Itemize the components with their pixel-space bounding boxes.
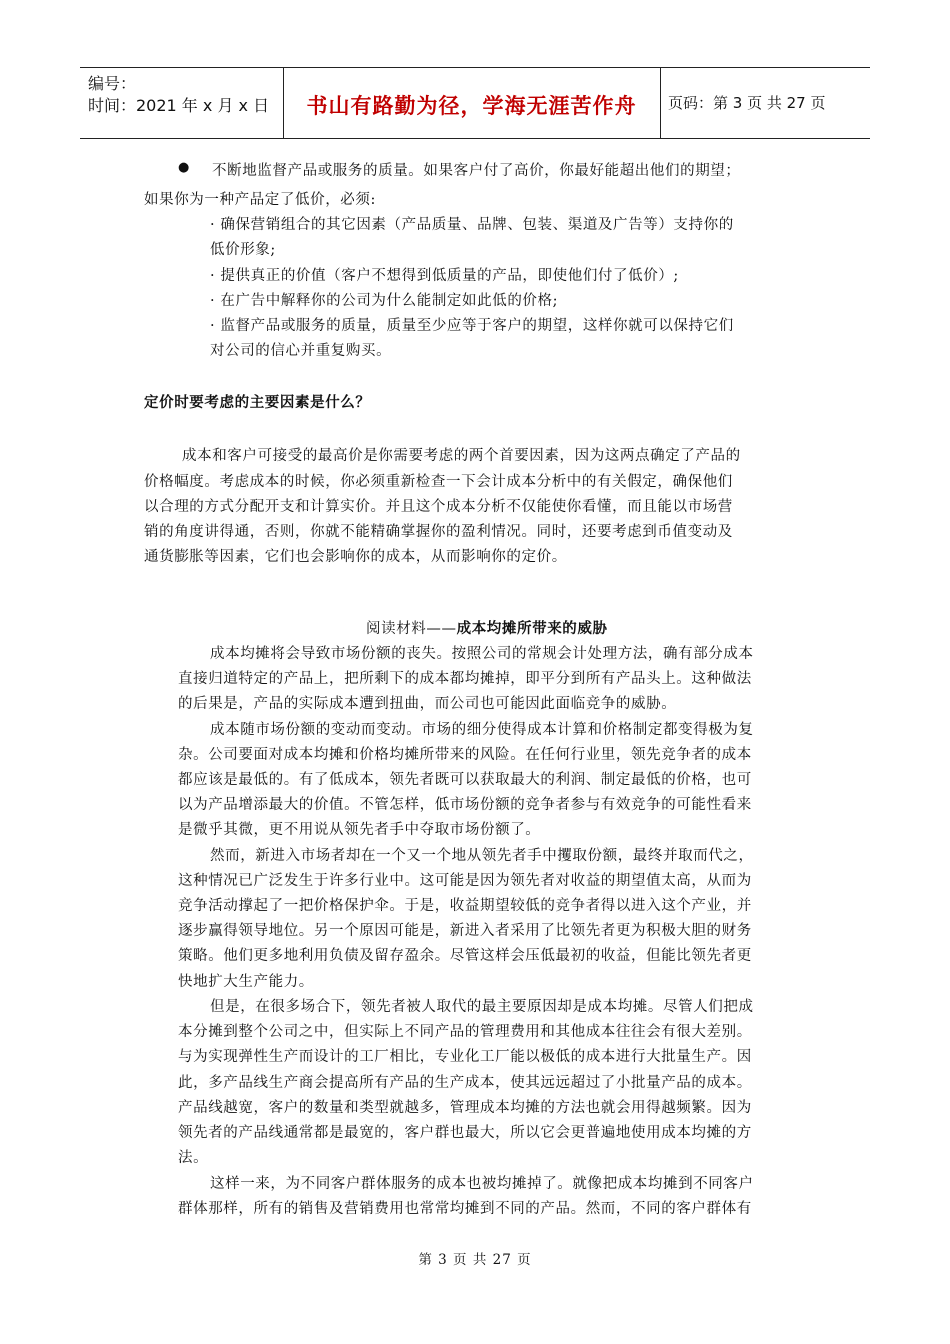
page-footer: 第 3 页 共 27 页 bbox=[418, 1252, 532, 1268]
paragraph-line: 逐步赢得领导地位。另一个原因可能是，新进入者采用了比领先者更为积极大胆的财务 bbox=[178, 923, 752, 939]
list-item: · 确保营销组合的其它因素（产品质量、品牌、包装、渠道及广告等）支持你的 bbox=[210, 217, 734, 233]
paragraph-line: 本分摊到整个公司之中，但实际上不同产品的管理费用和其他成本往往会有很大差别。 bbox=[178, 1024, 752, 1040]
paragraph-line: 成本随市场份额的变动而变动。市场的细分使得成本计算和价格制定都变得极为复 bbox=[210, 722, 754, 738]
header-meta bbox=[88, 73, 269, 117]
paragraph-line: 与为实现弹性生产而设计的工厂相比，专业化工厂能以极低的成本进行大批量生产。因 bbox=[178, 1049, 752, 1065]
paragraph-line: 的后果是，产品的实际成本遭到扭曲，而公司也可能因此面临竞争的威胁。 bbox=[178, 696, 677, 712]
paragraph-line: 但是，在很多场合下，领先者被人取代的最主要原因却是成本均摊。尽管人们把成 bbox=[210, 999, 754, 1015]
paragraph-line: 此，多产品线生产商会提高所有产品的生产成本，使其远远超过了小批量产品的成本。 bbox=[178, 1075, 752, 1091]
bullet-icon: ● bbox=[178, 160, 190, 175]
reading-title bbox=[366, 617, 608, 638]
paragraph-line: 法。 bbox=[178, 1150, 209, 1166]
page-header bbox=[80, 67, 870, 139]
paragraph-line: 以为产品增添最大的价值。不管怎样，低市场份额的竞争者参与有效竞争的可能性看来 bbox=[178, 797, 752, 813]
paragraph-line: 成本和客户可接受的最高价是你需要考虑的两个首要因素，因为这两点确定了产品的 bbox=[182, 448, 741, 464]
paragraph-line: 杂。公司要面对成本均摊和价格均摊所带来的风险。在任何行业里，领先竞争者的成本 bbox=[178, 747, 752, 763]
paragraph-line: 然而，新进入市场者却在一个又一个地从领先者手中攫取份额，最终并取而代之， bbox=[210, 848, 754, 864]
section-heading: 定价时要考虑的主要因素是什么？ bbox=[144, 395, 371, 411]
doc-time: 时间：2021 年 x 月 x 日 bbox=[88, 96, 270, 115]
intro-line: 不断地监督产品或服务的质量。如果客户付了高价，你最好能超出他们的期望； bbox=[212, 163, 741, 179]
intro-line: 如果你为一种产品定了低价，必须: bbox=[144, 192, 376, 208]
paragraph-line: 成本均摊将会导致市场份额的丧失。按照公司的常规会计处理方法，确有部分成本 bbox=[210, 646, 754, 662]
list-item: · 在广告中解释你的公司为什么能制定如此低的价格; bbox=[210, 293, 559, 309]
paragraph-line: 以合理的方式分配开支和计算实价。并且这个成本分析不仅能使你看懂，而且能以市场营 bbox=[144, 499, 733, 515]
list-item: 对公司的信心并重复购买。 bbox=[210, 343, 392, 359]
header-page-info: 页码：第 3 页 共 27 页 bbox=[668, 94, 826, 112]
paragraph-line: 策略。他们更多地利用负债及留存盈余。尽管这样会压低最初的收益，但能比领先者更 bbox=[178, 948, 752, 964]
paragraph-line: 这样一来，为不同客户群体服务的成本也被均摊掉了。就像把成本均摊到不同客户 bbox=[210, 1176, 754, 1192]
paragraph-line: 快地扩大生产能力。 bbox=[178, 974, 314, 990]
paragraph-line: 产品线越宽，客户的数量和类型就越多，管理成本均摊的方法也就会用得越频繁。因为 bbox=[178, 1100, 752, 1116]
paragraph-line: 竞争活动撑起了一把价格保护伞。于是，收益期望较低的竞争者得以进入这个产业，并 bbox=[178, 898, 752, 914]
header-divider bbox=[660, 68, 661, 138]
list-item: · 监督产品或服务的质量，质量至少应等于客户的期望，这样你就可以保持它们 bbox=[210, 318, 734, 334]
paragraph-line: 价格幅度。考虑成本的时候，你必须重新检查一下会计成本分析中的有关假定，确保他们 bbox=[144, 474, 733, 490]
doc-number: 编号： bbox=[88, 74, 137, 93]
paragraph-line: 领先者的产品线通常都是最宽的，客户群也最大，所以它会更普遍地使用成本均摊的方 bbox=[178, 1125, 752, 1141]
list-item: 低价形象; bbox=[210, 242, 276, 258]
list-item: · 提供真正的价值（客户不想得到低质量的产品，即使他们付了低价）; bbox=[210, 268, 679, 284]
reading-title-main: 成本均摊所带来的威胁 bbox=[456, 621, 608, 637]
paragraph-line: 直接归道特定的产品上，把所剩下的成本都均摊掉，即平分到所有产品头上。这种做法 bbox=[178, 671, 752, 687]
header-motto: 书山有路勤为径，学海无涯苦作舟 bbox=[306, 94, 637, 118]
paragraph-line: 是微乎其微，更不用说从领先者手中夺取市场份额了。 bbox=[178, 822, 541, 838]
paragraph-line: 销的角度讲得通，否则，你就不能精确掌握你的盈利情况。同时，还要考虑到币值变动及 bbox=[144, 524, 733, 540]
paragraph-line: 这种情况已广泛发生于许多行业中。这可能是因为领先者对收益的期望值太高，从而为 bbox=[178, 873, 752, 889]
reading-title-prefix: 阅读材料—— bbox=[366, 621, 457, 637]
paragraph-line: 群体那样，所有的销售及营销费用也常常均摊到不同的产品。然而，不同的客户群体有 bbox=[178, 1201, 752, 1217]
paragraph-line: 都应该是最低的。有了低成本，领先者既可以获取最大的利润、制定最低的价格，也可 bbox=[178, 772, 752, 788]
paragraph-line: 通货膨胀等因素，它们也会影响你的成本，从而影响你的定价。 bbox=[144, 549, 567, 565]
